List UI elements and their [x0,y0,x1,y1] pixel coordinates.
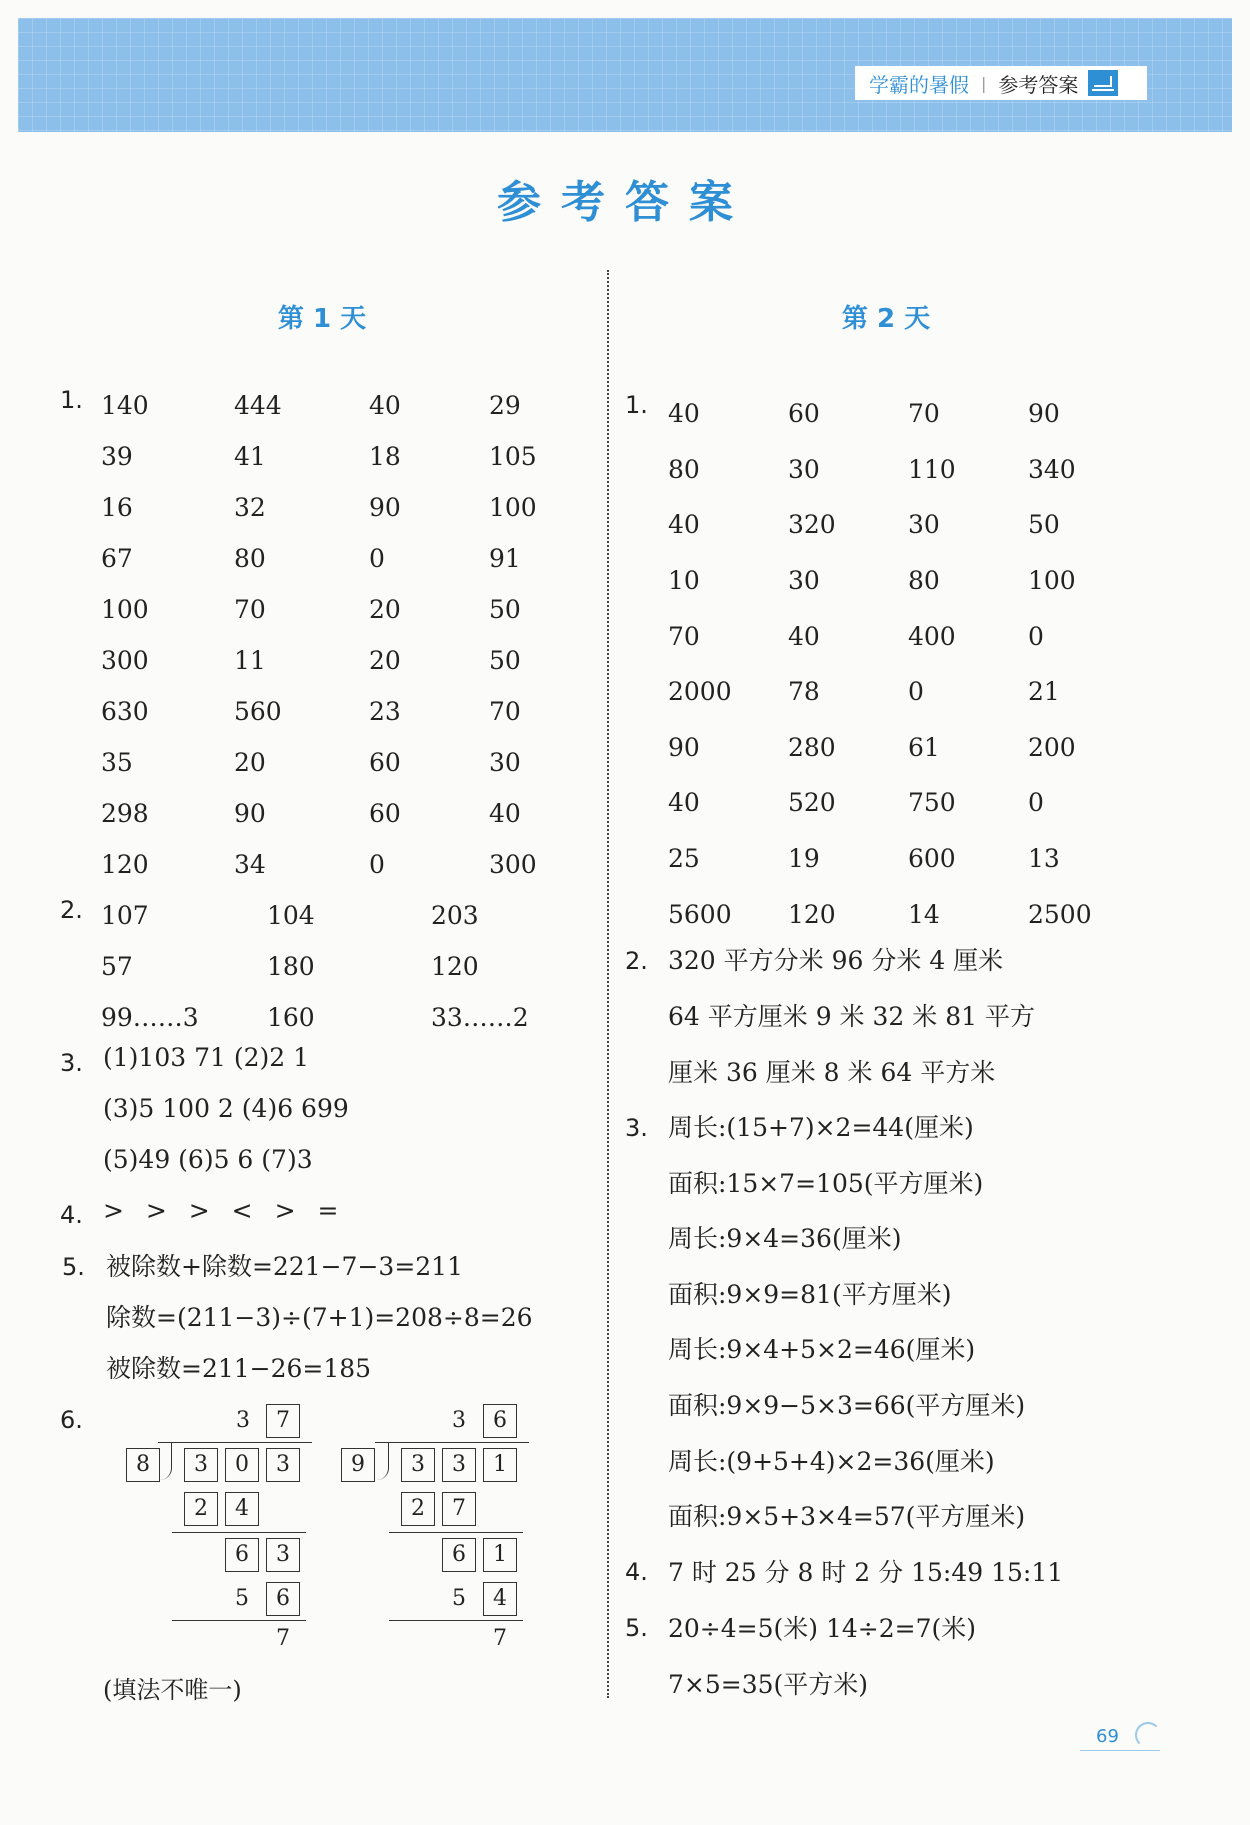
answer-cell: 5600 [668,899,732,929]
answer-cell: 120 [788,899,836,929]
day1-title: 第 1 天 [277,304,367,334]
division-box: 8 [126,1448,160,1482]
answer-cell: 444 [234,391,282,420]
answer-cell: 2000 [668,677,732,707]
division-bracket [158,1442,172,1480]
answer-cell: 33……2 [431,1003,529,1032]
answer-cell: 30 [489,748,521,777]
division-box: 3 [442,1448,476,1482]
answer-cell: 40 [668,788,700,818]
division-digit: 5 [235,1586,249,1611]
answer-cell: 80 [668,454,700,484]
answer-cell: 750 [908,788,956,818]
day2-q3-line: 面积:9×9−5×3=66(平方厘米) [668,1391,1026,1420]
answer-cell: 90 [668,732,700,762]
day1-q5-line: 被除数=211−26=185 [106,1354,372,1383]
day1-q4-answers: > > > < > = [103,1196,339,1225]
answer-cell: 203 [431,901,479,930]
answer-cell: 29 [489,391,521,420]
page-title: 参考答案 [497,177,753,228]
answer-cell: 35 [101,748,133,777]
day2-q3-line: 周长:9×4=36(厘米) [668,1224,902,1254]
answer-cell: 61 [908,732,940,762]
day2-q1-label: 1. [625,391,648,419]
division-box: 7 [266,1404,300,1438]
header-label: 参考答案 [998,72,1079,97]
answer-cell: 20 [234,748,266,777]
answer-cell: 16 [101,493,133,522]
day1-q3-line: (5)49 (6)5 6 (7)3 [103,1145,313,1174]
day1-q6-note: (填法不唯一) [103,1676,242,1704]
answer-cell: 50 [489,646,521,675]
answer-cell: 90 [234,799,266,828]
answer-cell: 50 [489,595,521,624]
header-brand: 学霸的暑假 [869,72,969,97]
answer-cell: 60 [369,799,401,828]
division-box: 3 [401,1448,435,1482]
answer-cell: 107 [101,901,149,930]
answer-cell: 21 [1028,677,1060,707]
answer-cell: 120 [101,850,149,879]
day2-q5-line: 20÷4=5(米) 14÷2=7(米) [668,1614,976,1643]
day1-q1-grid [101,380,589,890]
division-box: 6 [483,1404,517,1438]
answer-cell: 70 [234,595,266,624]
answer-cell: 80 [908,566,940,596]
division-box: 3 [184,1448,218,1482]
answer-cell: 2500 [1028,899,1092,929]
answer-cell: 91 [489,544,521,573]
answer-cell: 140 [101,391,149,420]
answer-cell: 340 [1028,454,1076,484]
answer-cell: 30 [908,510,940,540]
answer-cell: 60 [369,748,401,777]
answer-cell: 70 [489,697,521,726]
answer-cell: 100 [489,493,537,522]
answer-cell: 320 [788,510,836,540]
answer-cell: 70 [668,621,700,651]
division-line [172,1532,306,1533]
division-digit: 7 [493,1626,507,1651]
answer-cell: 0 [369,544,385,573]
division-digit: 3 [236,1408,250,1433]
answer-cell: 104 [267,901,315,930]
day2-q2-line: 320 平方分米 96 分米 4 厘米 [668,946,1004,975]
division-bracket [375,1442,389,1480]
day2-title: 第 2 天 [841,304,931,334]
answer-cell: 50 [1028,510,1060,540]
day1-q5-line: 除数=(211−3)÷(7+1)=208÷8=26 [106,1303,533,1332]
page-number-underline [1080,1750,1160,1751]
answer-cell: 25 [668,844,700,874]
day2-q3-line: 面积:9×9=81(平方厘米) [668,1279,952,1309]
day2-q3-line: 周长:9×4+5×2=46(厘米) [668,1335,976,1365]
answer-cell: 40 [668,510,700,540]
division-digit: 7 [276,1626,290,1651]
day2-q3-line: 面积:15×7=105(平方厘米) [668,1168,984,1198]
answer-cell: 41 [234,442,266,471]
division-line [389,1532,523,1533]
answer-cell: 600 [908,844,956,874]
division-box: 6 [442,1538,476,1572]
division-digit: 5 [452,1586,466,1611]
day2-q2-line: 64 平方厘米 9 米 32 米 81 平方 [668,1002,1035,1031]
division-box: 9 [341,1448,375,1482]
day1-q4-label: 4. [60,1201,83,1229]
day1-q3-label: 3. [60,1049,83,1077]
answer-cell: 90 [1028,399,1060,429]
answer-cell: 40 [788,621,820,651]
answer-cell: 13 [1028,844,1060,874]
day2-q1-grid [668,386,1128,942]
answer-cell: 20 [369,595,401,624]
answer-cell: 630 [101,697,149,726]
answer-cell: 67 [101,544,133,573]
answer-cell: 32 [234,493,266,522]
answer-cell: 34 [234,850,266,879]
answer-cell: 0 [1028,621,1044,651]
division-line [389,1620,523,1621]
answer-cell: 180 [267,952,315,981]
book-icon [1088,70,1118,96]
column-divider [607,270,609,1698]
answer-cell: 120 [431,952,479,981]
answer-cell: 520 [788,788,836,818]
day1-q6-label: 6. [60,1406,83,1434]
division-box: 1 [483,1448,517,1482]
answer-cell: 105 [489,442,537,471]
day2-q3-line: 周长:(15+7)×2=44(厘米) [668,1113,974,1142]
day2-q5-label: 5. [625,1614,648,1642]
answer-cell: 99……3 [101,1003,199,1032]
header-separator: | [981,73,987,93]
day1-q3-line: (1)103 71 (2)2 1 [103,1043,310,1072]
answer-cell: 30 [788,566,820,596]
division-box: 0 [225,1448,259,1482]
answer-cell: 298 [101,799,149,828]
answer-cell: 20 [369,646,401,675]
answer-cell: 0 [369,850,385,879]
division-line [172,1620,306,1621]
division-box: 3 [266,1538,300,1572]
answer-cell: 78 [788,677,820,707]
answer-cell: 110 [908,454,956,484]
answer-cell: 18 [369,442,401,471]
answer-cell: 39 [101,442,133,471]
day1-q5-label: 5. [62,1253,85,1281]
answer-cell: 19 [788,844,820,874]
answer-cell: 70 [908,399,940,429]
answer-cell: 10 [668,566,700,596]
answer-cell: 400 [908,621,956,651]
answer-cell: 14 [908,899,940,929]
answer-cell: 160 [267,1003,315,1032]
answer-cell: 23 [369,697,401,726]
division-box: 4 [225,1492,259,1526]
division-box: 6 [225,1538,259,1572]
division-box: 2 [401,1492,435,1526]
day2-q5-line: 7×5=35(平方米) [668,1670,869,1699]
day2-q3-line: 周长:(9+5+4)×2=36(厘米) [668,1446,995,1476]
day2-q4-label: 4. [625,1558,648,1586]
answer-cell: 80 [234,544,266,573]
answer-cell: 0 [908,677,924,707]
answer-cell: 60 [788,399,820,429]
answer-cell: 280 [788,732,836,762]
day2-q3-line: 面积:9×5+3×4=57(平方厘米) [668,1502,1026,1532]
day2-q2-label: 2. [625,947,648,975]
day2-q2-line: 厘米 36 厘米 8 米 64 平方米 [668,1058,996,1087]
answer-cell: 200 [1028,732,1076,762]
answer-cell: 560 [234,697,282,726]
division-box: 4 [483,1582,517,1616]
header-tag [855,66,1147,100]
page-number: 69 [1096,1726,1119,1747]
day2-q3-label: 3. [625,1114,648,1142]
division-bar [158,1442,312,1443]
division-box: 7 [442,1492,476,1526]
answer-cell: 40 [489,799,521,828]
answer-cell: 90 [369,493,401,522]
division-box: 6 [266,1582,300,1616]
day1-q5-line: 被除数+除数=221−7−3=211 [106,1252,463,1281]
answer-cell: 30 [788,454,820,484]
day1-q1-label: 1. [60,386,83,414]
answer-cell: 40 [369,391,401,420]
answer-cell: 100 [101,595,149,624]
answer-cell: 0 [1028,788,1044,818]
division-box: 2 [184,1492,218,1526]
answer-cell: 300 [101,646,149,675]
division-box: 1 [483,1538,517,1572]
answer-cell: 40 [668,399,700,429]
answer-cell: 300 [489,850,537,879]
day2-q4-answers: 7 时 25 分 8 时 2 分 15:49 15:11 [668,1558,1064,1587]
answer-cell: 100 [1028,566,1076,596]
sun-icon [1135,1722,1161,1748]
day1-q2-label: 2. [60,896,83,924]
division-bar [375,1442,529,1443]
day1-q2-grid [101,890,551,1043]
division-box: 3 [266,1448,300,1482]
division-digit: 3 [452,1408,466,1433]
answer-cell: 11 [234,646,266,675]
answer-cell: 57 [101,952,133,981]
day1-q3-line: (3)5 100 2 (4)6 699 [103,1094,349,1123]
